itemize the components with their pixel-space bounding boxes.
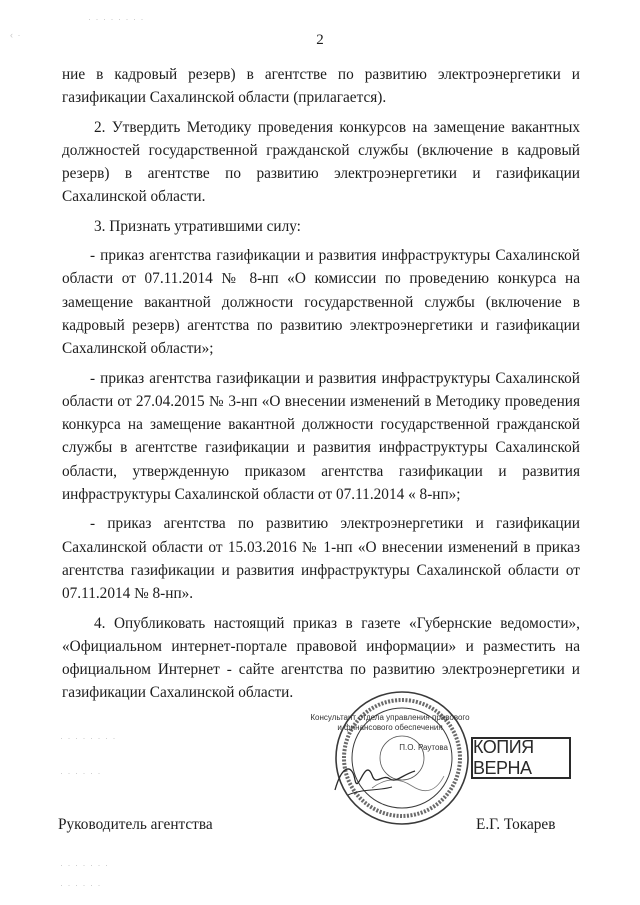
scan-artifact: · · · · · · · · — [60, 733, 117, 743]
document-body — [62, 63, 580, 711]
page-number: 2 — [316, 32, 324, 48]
paragraph-item-3: 3. Признать утратившими силу: — [94, 217, 301, 235]
stamp-line-3: П.О. Раутова — [399, 743, 448, 752]
stamp-line-2: и финансового обеспечения — [337, 723, 443, 732]
copy-verified-stamp — [471, 737, 571, 779]
handwritten-signature — [330, 745, 420, 805]
scan-artifact: · · · · · · · · — [88, 14, 145, 24]
scan-artifact: · · · · · · — [60, 768, 102, 778]
scan-artifact: · · · · · · — [60, 880, 102, 890]
copy-verified-label: КОПИЯ ВЕРНА — [473, 737, 534, 778]
stamp-line-1: Консультант отдела управления правового — [310, 713, 470, 722]
scan-artifact: · · · · · · · — [60, 860, 109, 870]
paragraph-continuation: ние в кадровый резерв) в агентстве по развитию электроэнергетики и газификации Сахалинской области (прилагается). — [62, 66, 580, 107]
paragraph-revoked-order-1: - приказ агентства газификации и развития инфраструктуры Сахалинской области от 07.11.2014 № 8-нп «О комиссии по проведению конкурса на замещение вакантной должности государственной службы (включение в кадровый резерв) агентства по развитию электроэнергетики и газификации Сахалинской области»; — [62, 247, 580, 358]
paragraph-item-2: 2. Утвердить Методику проведения конкурсов на замещение вакантных должностей государственной гражданской службы (включение в кадровый резерв) в агентстве по развитию электроэнергетики и газификации Сахалинской области. — [62, 118, 580, 206]
signatory-name: Е.Г. Токарев — [476, 816, 556, 833]
paragraph-revoked-order-3: - приказ агентства по развитию электроэнергетики и газификации Сахалинской области от 15.03.2016 № 1-нп «О внесении изменений в приказ агентства газификации и развития инфраструктуры Сахалинской области от 07.11.2014 № 8-нп». — [62, 515, 580, 603]
scan-artifact: ‹ · — [10, 30, 22, 40]
paragraph-item-4: 4. Опубликовать настоящий приказ в газете «Губернские ведомости», «Официальном интернет-портале правовой информации» и разместить на официальном Интернет - сайте агентства по развитию электроэнергетики и газификации Сахалинской области. — [62, 614, 580, 702]
signatory-position: Руководитель агентства — [58, 816, 213, 833]
paragraph-revoked-order-2: - приказ агентства газификации и развития инфраструктуры Сахалинской области от 27.04.2015 № 3-нп «О внесении изменений в Методику проведения конкурса на замещение вакантной должности государственной гражданской службы в агентстве газификации и развития инфраструктуры Сахалинской области, утвержденную приказом агентства газификации и развития инфраструктуры Сахалинской области от 07.11.2014 « 8-нп»; — [62, 369, 580, 504]
